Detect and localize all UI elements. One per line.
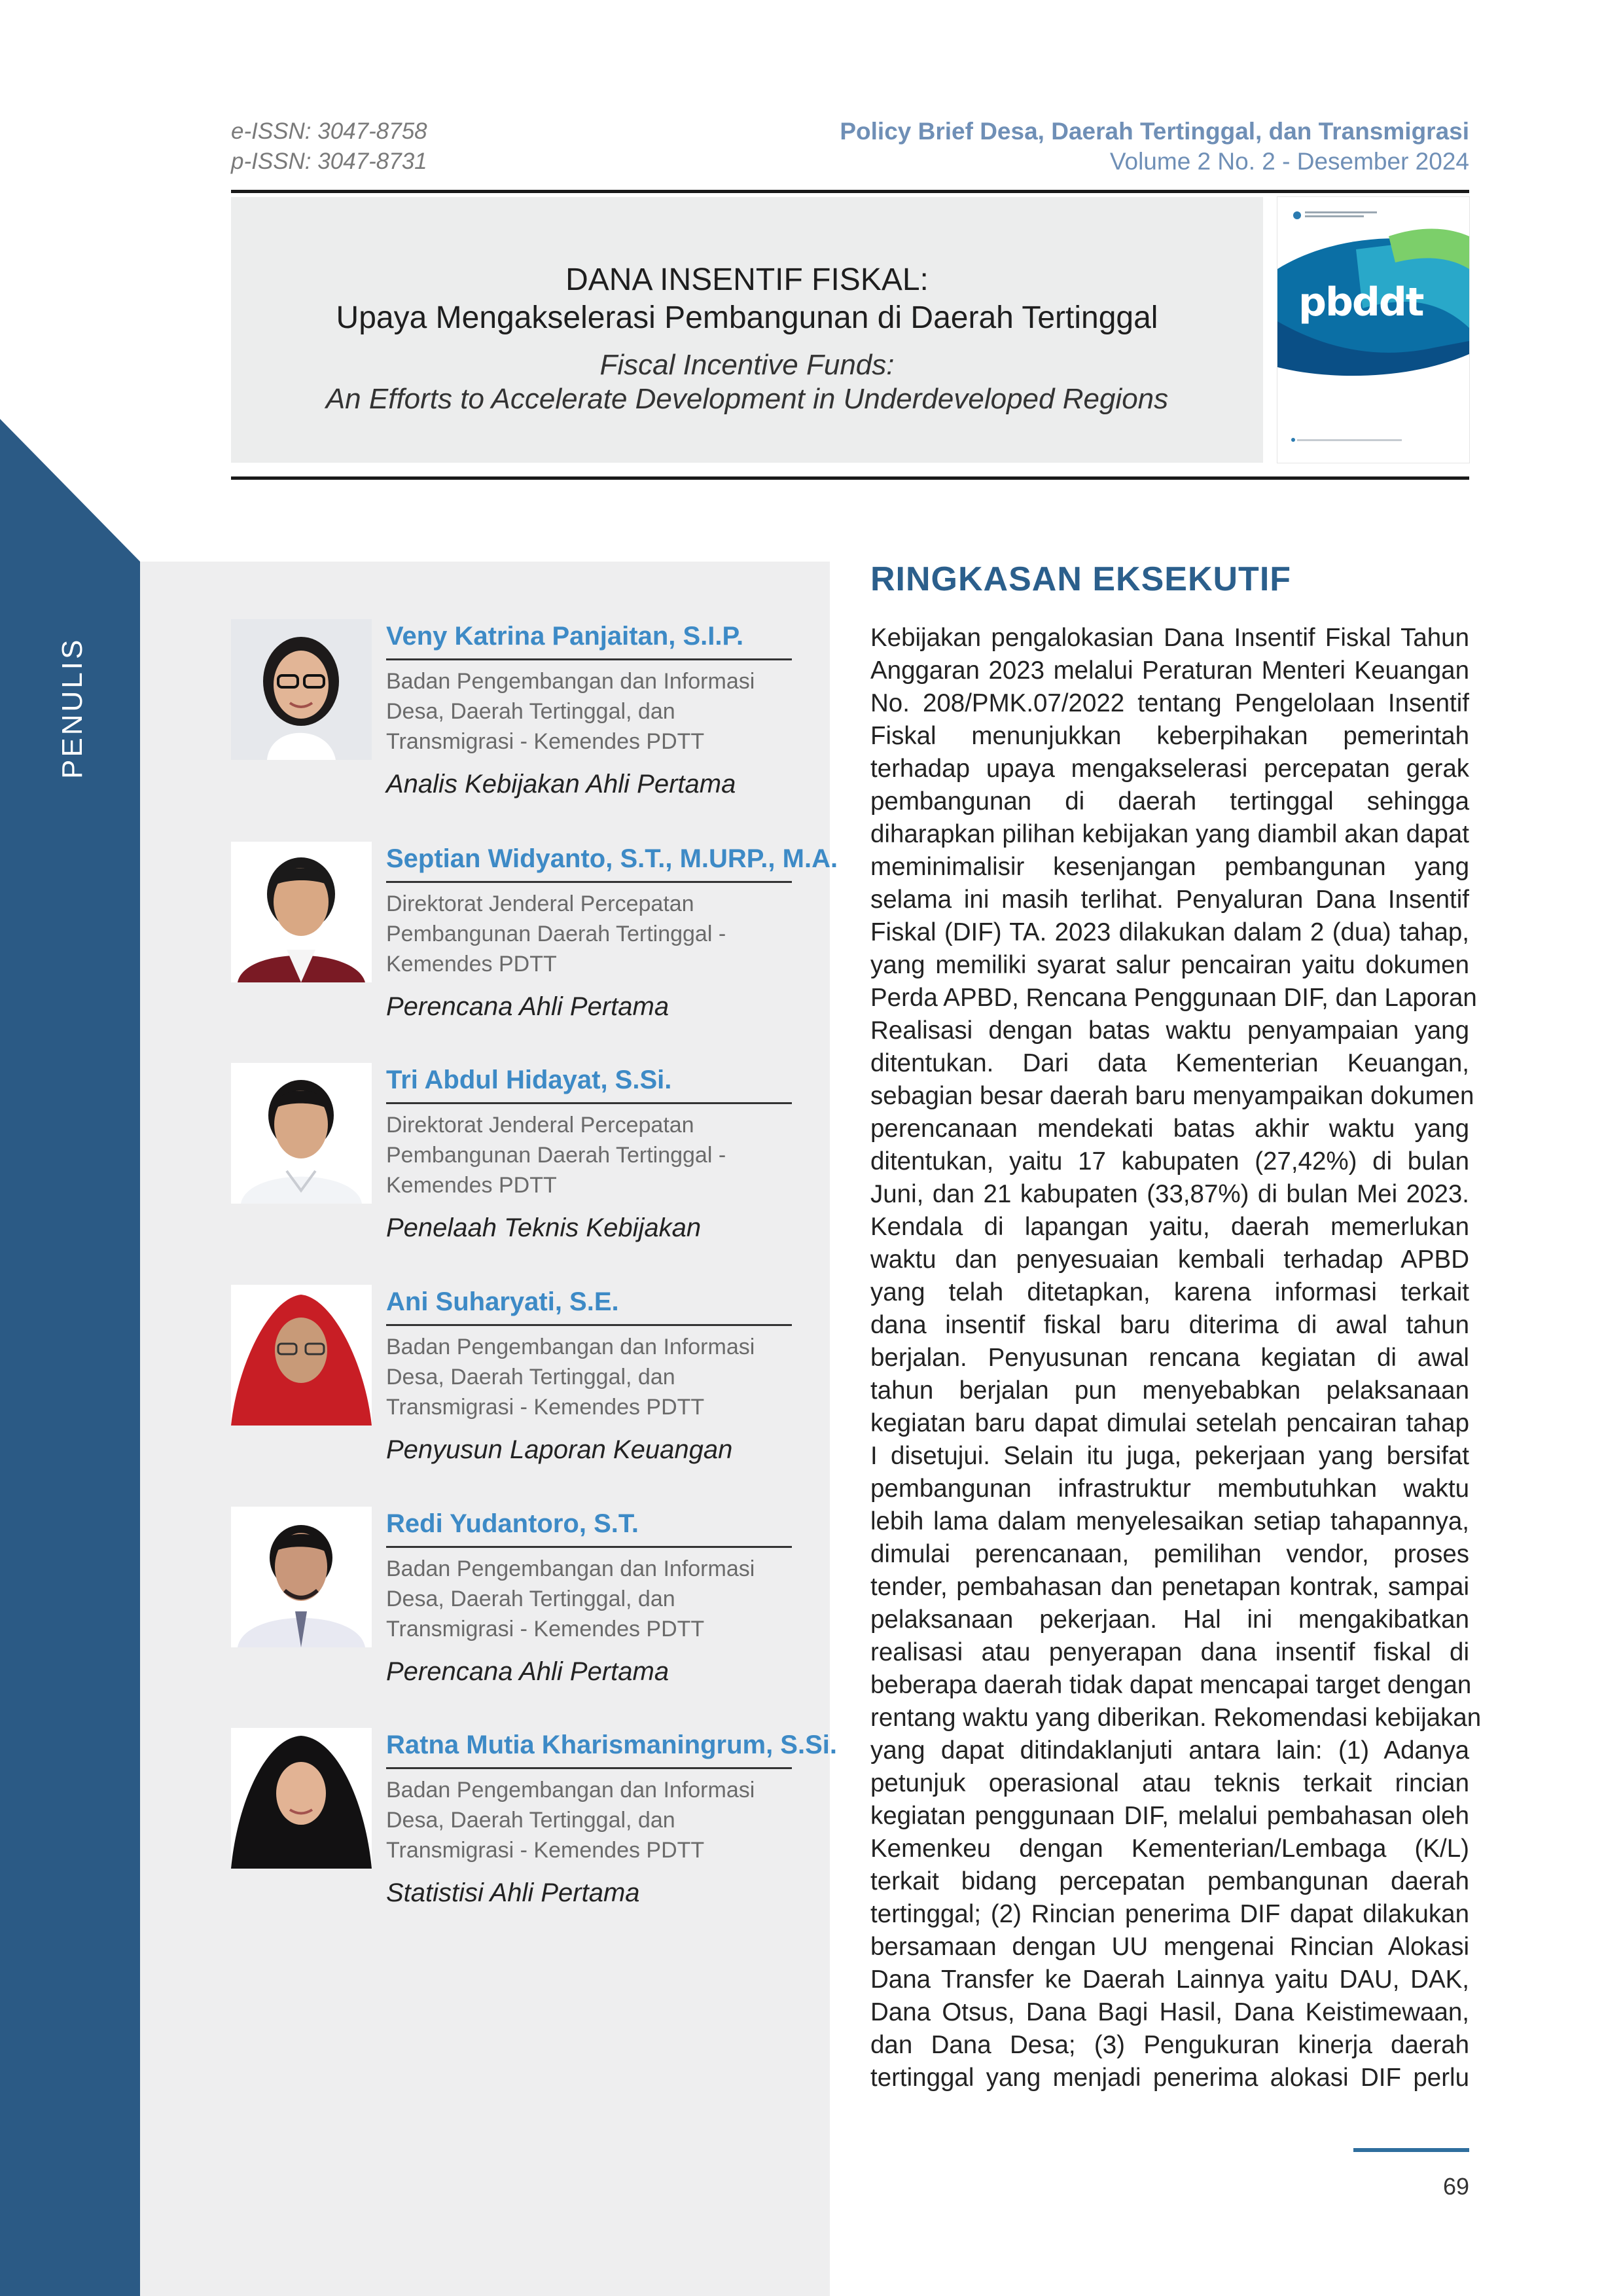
- summary-line: beberapa daerah tidak dapat mencapai target dengan: [870, 1671, 1472, 1699]
- author-card: [231, 842, 838, 1038]
- eissn: e-ISSN: 3047-8758: [231, 118, 427, 144]
- summary-line: tahun berjalan pun menyebabkan pelaksanaan: [870, 1376, 1469, 1405]
- cover-art: [1277, 197, 1469, 463]
- author-role: Perencana Ahli Pertama: [386, 1657, 669, 1686]
- journal-volume: Volume 2 No. 2 - Desember 2024: [1109, 148, 1469, 175]
- summary-line: tertinggal; (2) Rincian penerima DIF dapat dilakukan: [870, 1900, 1469, 1928]
- affiliation-line: Transmigrasi - Kemendes PDTT: [386, 1838, 705, 1863]
- author-name: Ani Suharyati, S.E.: [386, 1287, 619, 1316]
- summary-line: kegiatan penggunaan DIF, melalui pembahasan oleh: [870, 1802, 1469, 1830]
- author-rule: [386, 1102, 792, 1104]
- affiliation-line: Badan Pengembangan dan Informasi: [386, 1556, 755, 1581]
- summary-line: ditentukan, yaitu 17 kabupaten (27,42%) di bulan: [870, 1147, 1469, 1175]
- summary-line: perencanaan mendekati batas akhir waktu yang: [870, 1115, 1469, 1143]
- affiliation-line: Desa, Daerah Tertinggal, dan: [386, 699, 675, 724]
- affiliation-line: Pembangunan Daerah Tertinggal -: [386, 922, 726, 946]
- affiliation-line: Direktorat Jenderal Percepatan: [386, 891, 694, 916]
- author-rule: [386, 1767, 792, 1769]
- summary-line: tender, pembahasan dan penetapan kontrak, sampai: [870, 1573, 1469, 1601]
- summary-line: ditentukan. Dari data Kementerian Keuangan,: [870, 1049, 1469, 1077]
- sidebar-label: PENULIS: [56, 637, 88, 779]
- summary-line: Anggaran 2023 melalui Peraturan Menteri Keuangan: [870, 656, 1469, 685]
- summary-line: terkait bidang percepatan pembangunan daerah: [870, 1867, 1469, 1895]
- summary-line: meminimalisir kesenjangan pembangunan yang: [870, 853, 1469, 881]
- summary-line: Juni, dan 21 kabupaten (33,87%) di bulan Mei 2023.: [870, 1180, 1469, 1208]
- summary-line: petunjuk operasional atau teknis terkait rincian: [870, 1769, 1469, 1797]
- summary-line: Dana Otsus, Dana Bagi Hasil, Dana Keistimewaan,: [870, 1998, 1469, 2026]
- author-rule: [386, 1324, 792, 1326]
- summary-line: No. 208/PMK.07/2022 tentang Pengelolaan Insentif: [870, 689, 1469, 717]
- summary-line: realisasi atau penyerapan dana insentif fiskal di: [870, 1638, 1469, 1666]
- summary-line: bersamaan dengan UU mengenai Rincian Alokasi: [870, 1933, 1469, 1961]
- author-affiliation: [386, 1110, 792, 1200]
- author-card: [231, 1728, 838, 1924]
- summary-line: dimulai perencanaan, pemilihan vendor, proses: [870, 1540, 1469, 1568]
- author-affiliation: [386, 1332, 792, 1422]
- journal-cover-thumbnail: [1277, 197, 1469, 463]
- author-photo: [231, 1728, 372, 1869]
- summary-line: rentang waktu yang diberikan. Rekomendasi kebijakan: [870, 1704, 1482, 1732]
- summary-line: Kebijakan pengalokasian Dana Insentif Fiskal Tahun: [870, 624, 1469, 652]
- author-photo: [231, 1063, 372, 1204]
- author-name: Redi Yudantoro, S.T.: [386, 1509, 639, 1538]
- cover-logo: pbddt: [1298, 279, 1423, 325]
- author-card: [231, 619, 794, 816]
- affiliation-line: Direktorat Jenderal Percepatan: [386, 1113, 694, 1138]
- summary-line: waktu dan penyesuaian kembali terhadap APBD: [870, 1246, 1469, 1274]
- summary-line: selama ini masih terlihat. Penyaluran Dana Insentif: [870, 886, 1469, 914]
- summary-line: pembangunan infrastruktur membutuhkan waktu: [870, 1475, 1469, 1503]
- title-rule: [231, 476, 1469, 480]
- summary-line: lebih lama dalam menyelesaikan setiap tahapannya,: [870, 1507, 1469, 1535]
- author-name: Septian Widyanto, S.T., M.URP., M.A.: [386, 844, 838, 873]
- summary-line: dan Dana Desa; (3) Pengukuran kinerja daerah: [870, 2031, 1469, 2059]
- summary-line: Perda APBD, Rencana Penggunaan DIF, dan Laporan: [870, 984, 1477, 1012]
- title-line-1: DANA INSENTIF FISKAL:: [565, 262, 929, 297]
- author-affiliation: [386, 1554, 792, 1644]
- summary-line: Fiskal menunjukkan keberpihakan pemerintah: [870, 722, 1469, 750]
- affiliation-line: Kemendes PDTT: [386, 952, 557, 977]
- summary-line: kegiatan baru dapat dimulai setelah pencairan tahap: [870, 1409, 1469, 1437]
- author-role: Statistisi Ahli Pertama: [386, 1878, 640, 1907]
- author-rule: [386, 881, 792, 883]
- author-rule: [386, 658, 792, 660]
- summary-line: yang dapat ditindaklanjuti antara lain: (1) Adanya: [870, 1736, 1469, 1765]
- affiliation-line: Transmigrasi - Kemendes PDTT: [386, 1617, 705, 1641]
- issn-block: [231, 117, 427, 177]
- journal-title: Policy Brief Desa, Daerah Tertinggal, dan Transmigrasi: [840, 118, 1469, 145]
- summary-body: [870, 622, 1482, 2094]
- summary-line: Kemenkeu dengan Kementerian/Lembaga (K/L): [870, 1835, 1469, 1863]
- author-role: Penyusun Laporan Keuangan: [386, 1435, 733, 1464]
- header-rule: [231, 190, 1469, 193]
- summary-line: I disetujui. Selain itu juga, pekerjaan yang bersifat: [870, 1442, 1469, 1470]
- summary-line: pembangunan di daerah tertinggal sehingga: [870, 787, 1469, 816]
- summary-line: diharapkan pilihan kebijakan yang diambil akan dapat: [870, 820, 1469, 848]
- author-photo: [231, 1285, 372, 1426]
- author-role: Perencana Ahli Pertama: [386, 992, 669, 1021]
- author-photo: [231, 1507, 372, 1647]
- summary-line: Kendala di lapangan yaitu, daerah memerlukan: [870, 1213, 1469, 1241]
- title-en-line-1: Fiscal Incentive Funds:: [599, 349, 895, 381]
- summary-line: tertinggal yang menjadi penerima alokasi DIF perlu: [870, 2064, 1469, 2092]
- title-en-line-2: An Efforts to Accelerate Development in Underdeveloped Regions: [325, 383, 1169, 415]
- affiliation-line: Desa, Daerah Tertinggal, dan: [386, 1808, 675, 1833]
- summary-line: pelaksanaan pekerjaan. Hal ini mengakibatkan: [870, 1605, 1469, 1634]
- summary-line: Fiskal (DIF) TA. 2023 dilakukan dalam 2 (dua) tahap,: [870, 918, 1469, 946]
- summary-line: Dana Transfer ke Daerah Lainnya yaitu DAU, DAK,: [870, 1965, 1469, 1994]
- affiliation-line: Transmigrasi - Kemendes PDTT: [386, 729, 705, 754]
- affiliation-line: Badan Pengembangan dan Informasi: [386, 1335, 755, 1359]
- summary-line: yang memiliki syarat salur pencairan yaitu dokumen: [870, 951, 1469, 979]
- author-card: [231, 1285, 794, 1481]
- summary-line: dana insentif fiskal baru diterima di awal tahun: [870, 1311, 1469, 1339]
- author-affiliation: [386, 1775, 792, 1865]
- summary-line: yang telah ditetapkan, karena informasi terkait: [870, 1278, 1469, 1306]
- affiliation-line: Pembangunan Daerah Tertinggal -: [386, 1143, 726, 1168]
- affiliation-line: Kemendes PDTT: [386, 1173, 557, 1198]
- affiliation-line: Transmigrasi - Kemendes PDTT: [386, 1395, 705, 1420]
- page-number-rule: [1353, 2148, 1469, 2152]
- author-card: [231, 1063, 794, 1259]
- author-affiliation: [386, 889, 792, 979]
- summary-line: terhadap upaya mengakselerasi percepatan gerak: [870, 755, 1469, 783]
- summary-line: sebagian besar daerah baru menyampaikan dokumen: [870, 1082, 1474, 1110]
- author-affiliation: [386, 666, 792, 757]
- author-photo: [231, 842, 372, 982]
- title-line-2: Upaya Mengakselerasi Pembangunan di Daerah Tertinggal: [336, 300, 1158, 335]
- pissn: p-ISSN: 3047-8731: [231, 149, 427, 174]
- author-photo: [231, 619, 372, 760]
- affiliation-line: Desa, Daerah Tertinggal, dan: [386, 1365, 675, 1390]
- author-card: [231, 1507, 794, 1703]
- affiliation-line: Badan Pengembangan dan Informasi: [386, 669, 755, 694]
- author-name: Veny Katrina Panjaitan, S.I.P.: [386, 622, 744, 651]
- author-name: Tri Abdul Hidayat, S.Si.: [386, 1066, 672, 1094]
- affiliation-line: Desa, Daerah Tertinggal, dan: [386, 1587, 675, 1611]
- author-name: Ratna Mutia Kharismaningrum, S.Si.: [386, 1731, 838, 1759]
- author-rule: [386, 1546, 792, 1548]
- title-box: [231, 197, 1263, 463]
- section-heading: RINGKASAN EKSEKUTIF: [870, 560, 1292, 598]
- journal-block: [840, 117, 1469, 177]
- summary-line: berjalan. Penyusunan rencana kegiatan di awal: [870, 1344, 1469, 1372]
- page-number: 69: [1442, 2173, 1469, 2200]
- summary-line: Realisasi dengan batas waktu penyampaian yang: [870, 1016, 1469, 1045]
- affiliation-line: Badan Pengembangan dan Informasi: [386, 1778, 755, 1803]
- author-role: Penelaah Teknis Kebijakan: [386, 1213, 702, 1242]
- author-role: Analis Kebijakan Ahli Pertama: [386, 770, 736, 798]
